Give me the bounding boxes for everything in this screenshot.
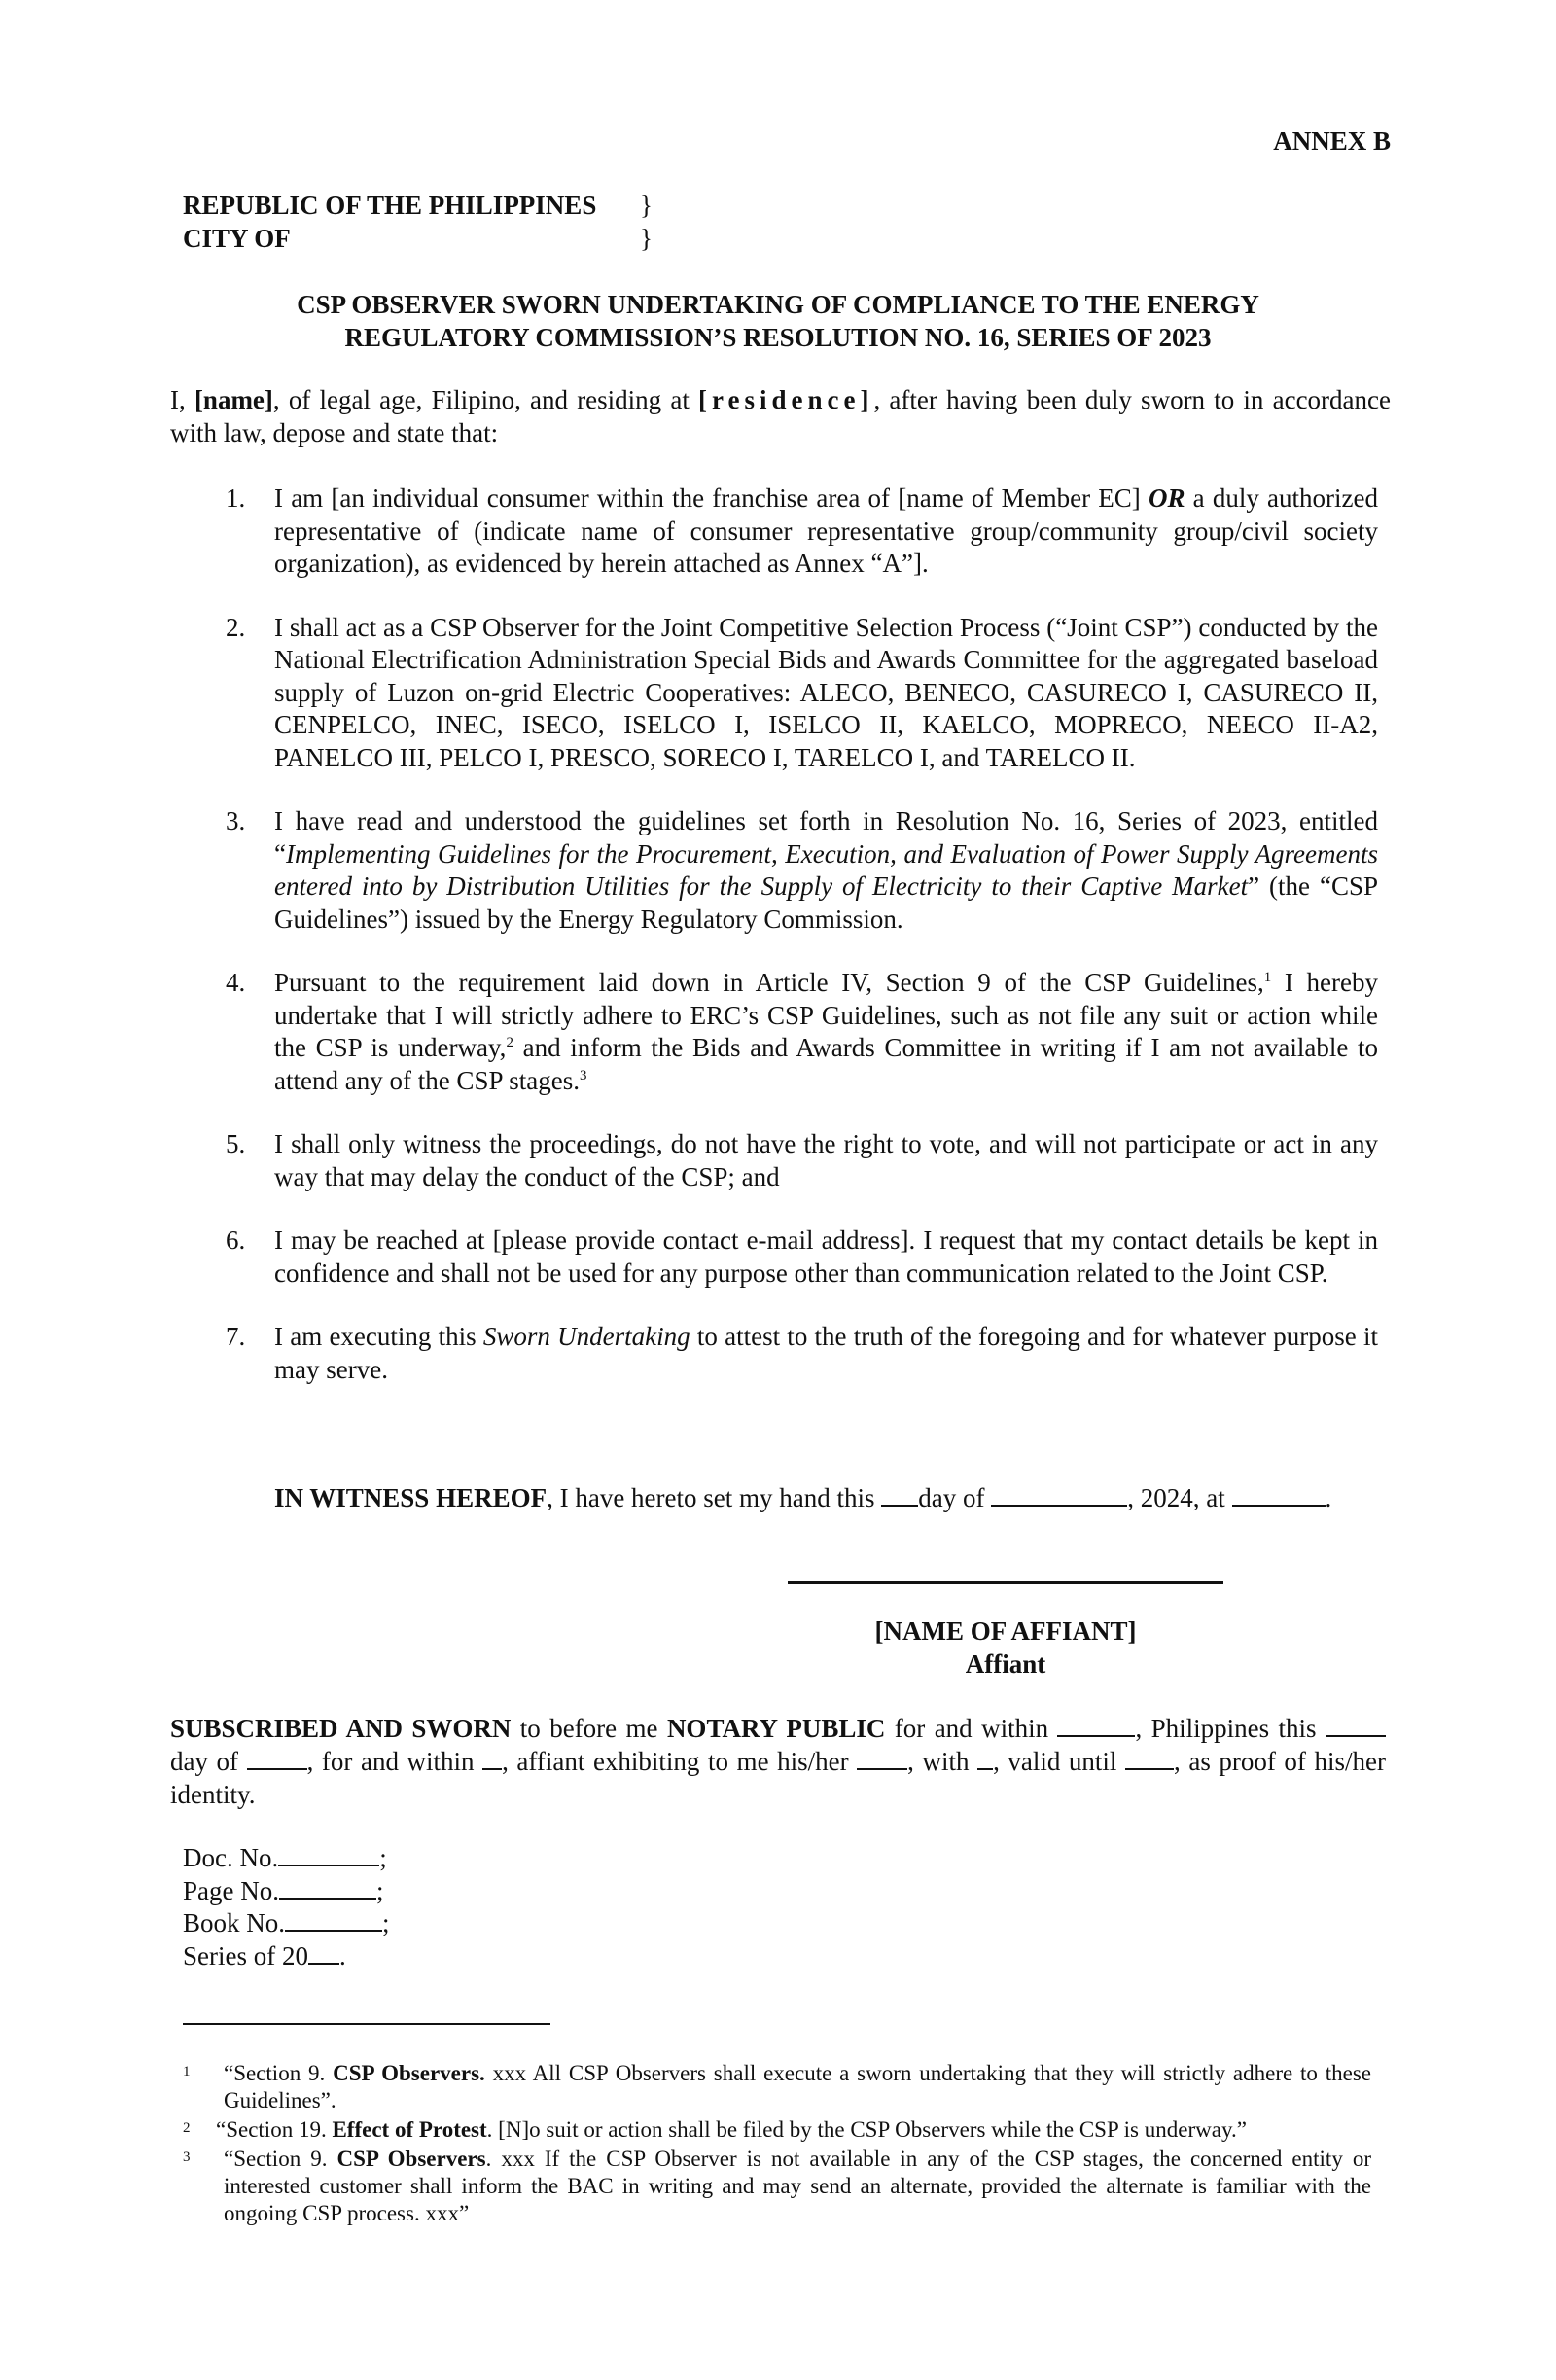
item-text (274, 1321, 1378, 1386)
guidelines-title: Implementing Guidelines for the Procurement, Execution, and Evaluation of Power Supply Agreements entered into by Distribution Utilities for the Supply of Electricity to their Captive Market (274, 838, 1378, 901)
intro-text: , after having been duly sworn to in accordance with law, depose and state that: (170, 385, 1391, 447)
document-title (170, 288, 1386, 354)
footnote-ref: 2 (506, 1035, 513, 1050)
item-text-part: to attest to the truth of the foregoing and for whatever purpose it may serve. (274, 1322, 1378, 1384)
doc-number-line (183, 1842, 390, 1875)
footnote-part: “Section 9. (224, 2061, 334, 2085)
month-blank[interactable] (991, 1505, 1127, 1507)
place-blank[interactable] (1232, 1505, 1326, 1507)
venue-brace: } (640, 191, 653, 220)
notarial-register (183, 1842, 390, 1972)
jurat-heading: SUBSCRIBED AND SWORN (170, 1714, 512, 1743)
footnote-part: “Section 9. (224, 2147, 337, 2171)
witness-clause (274, 1481, 1331, 1514)
footnotes (0, 2060, 1556, 2229)
item-text-part: Pursuant to the requirement laid down in Article IV, Section 9 of the CSP Guidelines, (274, 968, 1264, 997)
item-number: 2. (226, 612, 246, 642)
witness-text: , 2024, at (1127, 1483, 1232, 1512)
item-text: I may be reached at [please provide contact e-mail address]. I request that my contact details be kept in confidence and shall not be used for any purpose other than communication related to the Joint CSP. (274, 1226, 1378, 1288)
item-number: 7. (226, 1322, 246, 1351)
jurat-text: , Philippines this (1135, 1714, 1326, 1743)
item-text-part: a duly authorized representative of (indicate name of consumer representative group/community group/civil society organization), as evidenced by herein attached as Annex “A”]. (274, 483, 1378, 578)
sworn-undertaking-emphasis: Sworn Undertaking (482, 1322, 690, 1351)
jurisdiction-blank[interactable] (482, 1768, 502, 1770)
footnote (0, 2060, 1556, 2114)
list-item (0, 1225, 1556, 1290)
doc-number-blank[interactable] (278, 1865, 379, 1866)
book-label: Book No. (183, 1908, 286, 1937)
signature-line[interactable] (788, 1581, 1223, 1584)
witness-heading: IN WITNESS HEREOF (274, 1483, 548, 1512)
footnote-part: . xxx If the CSP Observer is not available in any of the CSP stages, the concerned entity or interested customer shall inform the BAC in writing and may send an alternate, provided the alternate is familiar with the ongoing CSP process. xxx” (224, 2147, 1371, 2225)
item-text (274, 482, 1378, 581)
venue-block (183, 189, 653, 255)
item-text-part: I am [an individual consumer within the franchise area of [name of Member EC] (274, 483, 1149, 513)
footnote (0, 2116, 1556, 2144)
doc-end: ; (379, 1843, 387, 1872)
item-text (274, 967, 1378, 1097)
witness-text: , I have hereto set my hand this (547, 1483, 882, 1512)
item-text (274, 805, 1378, 936)
or-emphasis: OR (1148, 483, 1185, 513)
page-label: Page No. (183, 1875, 279, 1905)
id-blank[interactable] (857, 1768, 907, 1770)
page-number-blank[interactable] (279, 1898, 376, 1900)
footnote-text (224, 2060, 1371, 2114)
footnote-heading: CSP Observers (336, 2147, 486, 2171)
annex-label: ANNEX B (1273, 126, 1391, 156)
book-number-line (183, 1907, 390, 1940)
item-number: 5. (226, 1129, 246, 1158)
jurat-text: , valid until (993, 1747, 1126, 1776)
item-text-part: I have read and understood the guidelines set forth in Resolution No. 16, Series of 2023, entitled “ (274, 806, 1378, 869)
day-blank[interactable] (1326, 1735, 1386, 1737)
venue-brace: } (640, 224, 653, 253)
footnote-heading: Effect of Protest (332, 2117, 487, 2142)
list-item (0, 1321, 1556, 1386)
book-number-blank[interactable] (285, 1930, 382, 1932)
affiant-label: Affiant (965, 1650, 1046, 1679)
venue-city: CITY OF (183, 224, 291, 253)
title-line: CSP OBSERVER SWORN UNDERTAKING OF COMPLIANCE TO THE ENERGY (297, 290, 1259, 319)
jurat-text: , for and within (306, 1747, 483, 1776)
list-item (0, 967, 1556, 1097)
validity-blank[interactable] (1125, 1768, 1174, 1770)
series-label: Series of 20 (183, 1940, 308, 1971)
footnote-number: 3 (183, 2149, 191, 2165)
notary-label: NOTARY PUBLIC (666, 1714, 886, 1743)
intro-paragraph (170, 383, 1391, 449)
day-blank[interactable] (881, 1505, 918, 1507)
footnote-text (216, 2116, 1363, 2144)
item-text: I shall only witness the proceedings, do not have the right to vote, and will not participate or act in any way that may delay the conduct of the CSP; and (274, 1129, 1378, 1191)
item-text: I shall act as a CSP Observer for the Joint Competitive Selection Process (“Joint CSP”) conducted by the National Electrification Administration Special Bids and Awards Committee for the aggregated baseload supply of Luzon on-grid Electric Cooperatives: ALECO, BENECO, CASURECO I, CASURECO II, CENPELCO, INEC, ISECO, ISELCO I, ISELCO II, KAELCO, MOPRECO, NEECO II-A2, PANELCO III, PELCO I, PRESCO, SORECO I, TARELCO I, and TARELCO II. (274, 612, 1378, 772)
footnote-separator (183, 2023, 550, 2025)
page-number-line (183, 1875, 390, 1908)
intro-text: I, (170, 385, 194, 414)
witness-text: day of (918, 1483, 992, 1512)
item-number: 6. (226, 1226, 246, 1255)
jurat-text: , as proof of his/her identity. (170, 1747, 1386, 1809)
title-line: REGULATORY COMMISSION’S RESOLUTION NO. 16, SERIES OF 2023 (344, 323, 1212, 352)
footnote-ref: 3 (579, 1067, 587, 1083)
footnote-part: xxx All CSP Observers shall execute a sworn undertaking that they will strictly adhere to these Guidelines”. (224, 2061, 1371, 2113)
jurat-text: , with (907, 1747, 978, 1776)
series-year-blank[interactable] (308, 1963, 339, 1965)
item-text-part: I hereby undertake that I will strictly adhere to ERC’s CSP Guidelines, such as not file any suit or action while the CSP is underway, (274, 968, 1379, 1062)
item-text-part: ” (the “CSP Guidelines”) issued by the Energy Regulatory Commission. (274, 871, 1378, 934)
footnote-number: 1 (183, 2064, 191, 2079)
jurat-paragraph (170, 1712, 1386, 1811)
item-number: 3. (226, 806, 246, 835)
item-number: 1. (226, 483, 246, 513)
venue-country: REPUBLIC OF THE PHILIPPINES (183, 191, 597, 220)
footnote-ref: 1 (1263, 970, 1272, 985)
item-text-part: and inform the Bids and Awards Committee in writing if I am not available to attend any of the CSP stages. (274, 1033, 1378, 1095)
list-item (0, 805, 1556, 936)
jurat-text: for and within (885, 1714, 1058, 1743)
list-item (0, 612, 1556, 775)
book-end: ; (382, 1908, 390, 1937)
item-text-part: I am executing this (274, 1322, 483, 1351)
footnote-part: . [N]o suit or action shall be filed by the CSP Observers while the CSP is underway.” (486, 2117, 1247, 2142)
witness-text: . (1325, 1483, 1332, 1512)
list-item (0, 1128, 1556, 1193)
series-line (183, 1940, 390, 1973)
list-item (0, 482, 1556, 581)
footnote-number: 2 (183, 2120, 191, 2136)
intro-text: , of legal age, Filipino, and residing at (272, 385, 699, 414)
footnote (0, 2146, 1556, 2227)
footnote-heading: CSP Observers. (333, 2061, 485, 2085)
statement-list (0, 482, 1556, 1417)
series-end: . (338, 1940, 346, 1971)
affiant-name: [NAME OF AFFIANT] (874, 1616, 1137, 1646)
month-blank[interactable] (247, 1768, 307, 1770)
page-end: ; (375, 1875, 384, 1905)
doc-label: Doc. No. (183, 1843, 279, 1872)
item-number: 4. (226, 968, 246, 997)
footnote-part: “Section 19. (216, 2117, 333, 2142)
id-number-blank[interactable] (977, 1768, 993, 1770)
jurat-text: day of (170, 1747, 247, 1776)
affiant-block (788, 1615, 1223, 1681)
place-blank[interactable] (1057, 1735, 1135, 1737)
residence-placeholder: [residence] (698, 385, 874, 414)
name-placeholder: [name] (194, 385, 273, 414)
footnote-text (224, 2146, 1371, 2227)
jurat-text: , affiant exhibiting to me his/her (502, 1747, 858, 1776)
jurat-text: to before me (511, 1714, 667, 1743)
